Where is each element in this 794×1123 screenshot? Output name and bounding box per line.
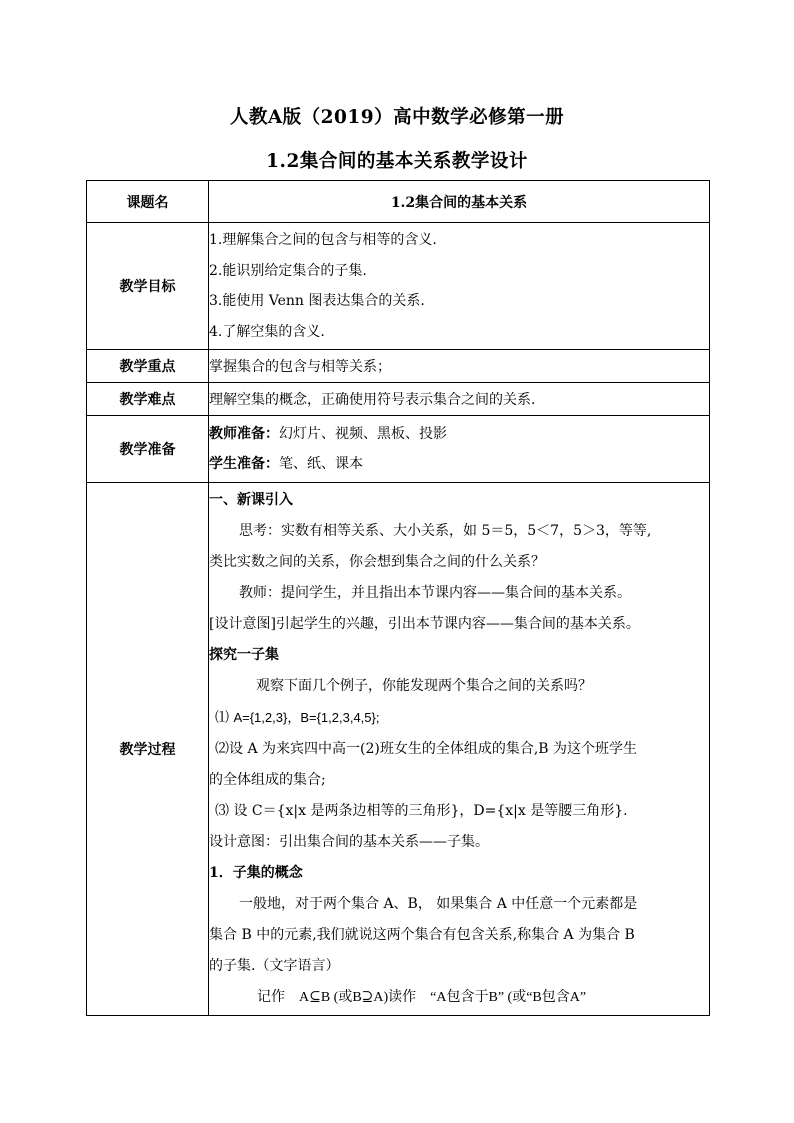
topic-value: 1.2集合间的基本关系 bbox=[209, 181, 710, 223]
goals-label: 教学目标 bbox=[87, 223, 209, 350]
table-row bbox=[87, 383, 710, 416]
lesson-plan-table bbox=[86, 180, 710, 1016]
paragraph: 观察下面几个例子，你能发现两个集合之间的关系吗？ bbox=[256, 678, 592, 694]
goal-item: 4.了解空集的含义. bbox=[209, 323, 325, 340]
example-number: ⑴ bbox=[215, 710, 229, 726]
prep-cell bbox=[209, 416, 710, 483]
prep-label: 教学准备 bbox=[87, 416, 209, 483]
example-2: ⑵设 A 为来宾四中高一(2)班女生的全体组成的集合,B 为这个班学生 bbox=[215, 741, 638, 757]
student-prep-value: 笔、纸、课本 bbox=[279, 456, 363, 472]
paragraph: 教师：提问学生，并且指出本节课内容——集合间的基本关系。 bbox=[239, 585, 631, 601]
student-prep-label: 学生准备： bbox=[209, 456, 279, 472]
paragraph: 设计意图：引出集合间的基本关系——子集。 bbox=[209, 834, 489, 850]
example-1: A={1,2,3}，B={1,2,3,4,5}; bbox=[233, 710, 380, 725]
paragraph: 的子集.（文字语言） bbox=[209, 958, 340, 974]
difficulty-label: 教学难点 bbox=[87, 383, 209, 416]
section-heading: 1．子集的概念 bbox=[209, 865, 303, 881]
process-cell bbox=[209, 483, 710, 1016]
paragraph: 一般地，对于两个集合 A、B， 如果集合 A 中任意一个元素都是 bbox=[239, 896, 638, 912]
paragraph: 类比实数之间的关系，你会想到集合之间的什么关系？ bbox=[209, 554, 545, 570]
table-row bbox=[87, 350, 710, 383]
teacher-prep-label: 教师准备： bbox=[209, 425, 279, 442]
example-3: ⑶ 设 C＝{x|x 是两条边相等的三角形}，D={x|x 是等腰三角形}. bbox=[215, 803, 628, 819]
topic-label: 课题名 bbox=[87, 181, 209, 223]
key-value: 掌握集合的包含与相等关系； bbox=[209, 350, 710, 383]
teacher-prep-value: 幻灯片、视频、黑板、投影 bbox=[279, 425, 447, 442]
table-row bbox=[87, 181, 710, 223]
goals-cell bbox=[209, 223, 710, 350]
document-subtitle: 1.2集合间的基本关系教学设计 bbox=[266, 151, 528, 172]
section-heading: 一、新课引入 bbox=[209, 492, 293, 508]
section-heading: 探究一子集 bbox=[209, 647, 279, 663]
process-label: 教学过程 bbox=[87, 483, 209, 1016]
key-label: 教学重点 bbox=[87, 350, 209, 383]
goal-item: 1.理解集合之间的包含与相等的含义. bbox=[209, 232, 437, 248]
example-2-cont: 的全体组成的集合; bbox=[209, 772, 326, 788]
paragraph: 思考：实数有相等关系、大小关系，如 5＝5，5＜7，5＞3，等等, bbox=[239, 523, 652, 539]
notation: 记作 A⊆B (或B⊇A)读作 “A包含于B” (或“B包含A” bbox=[257, 990, 587, 1005]
paragraph: 集合 B 中的元素,我们就说这两个集合有包含关系,称集合 A 为集合 B bbox=[209, 927, 635, 943]
table-row bbox=[87, 416, 710, 483]
table-row bbox=[87, 223, 710, 350]
goal-item: 3.能使用 Venn 图表达集合的关系. bbox=[209, 293, 425, 309]
paragraph: [设计意图]引起学生的兴趣，引出本节课内容——集合间的基本关系。 bbox=[209, 616, 640, 632]
table-row bbox=[87, 483, 710, 1016]
difficulty-value: 理解空集的概念，正确使用符号表示集合之间的关系. bbox=[209, 383, 710, 416]
document-title: 人教A版（2019）高中数学必修第一册 bbox=[229, 107, 565, 128]
goal-item: 2.能识别给定集合的子集. bbox=[209, 262, 367, 279]
